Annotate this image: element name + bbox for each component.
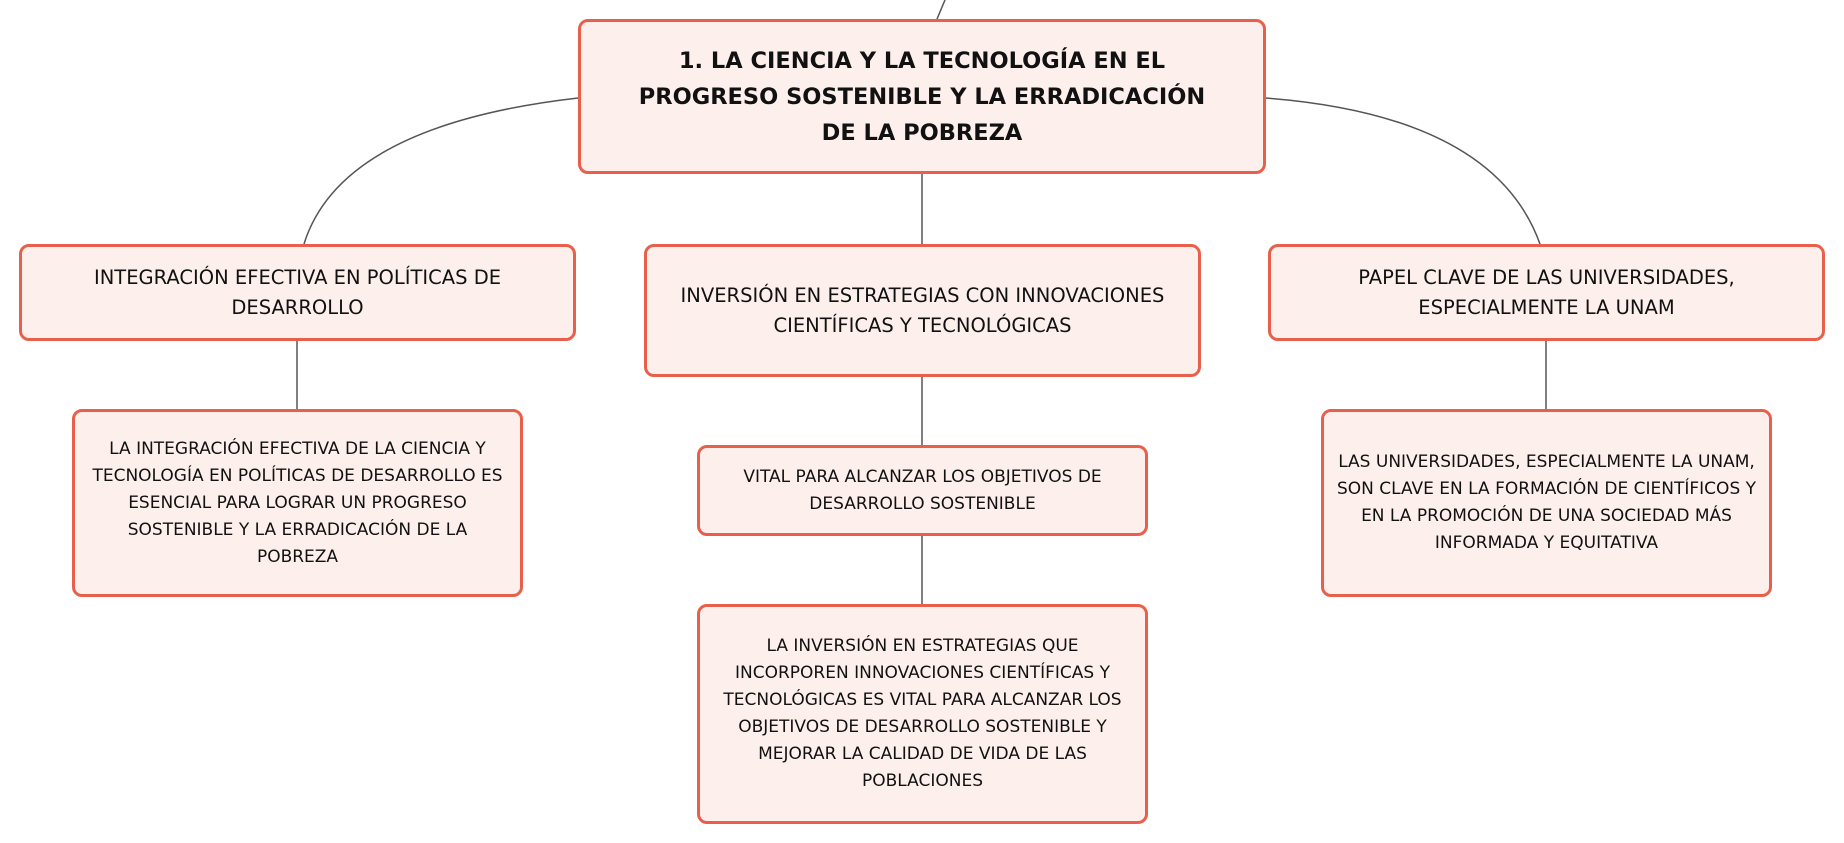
detail-text: VITAL PARA ALCANZAR LOS OBJETIVOS DE DESARROLLO SOSTENIBLE [743,466,1102,514]
detail-text: LA INTEGRACIÓN EFECTIVA DE LA CIENCIA Y TECNOLOGÍA EN POLÍTICAS DE DESARROLLO ES ESENCIAL PARA LOGRAR UN PROGRESO SOSTENIBLE Y LA ERRADICACIÓN DE LA POBREZA [92,438,503,567]
detail-text: LAS UNIVERSIDADES, ESPECIALMENTE LA UNAM, SON CLAVE EN LA FORMACIÓN DE CIENTÍFICOS Y EN LA PROMOCIÓN DE UNA SOCIEDAD MÁS INFORMADA Y EQUITATIVA [1336,452,1757,553]
subtopic-text: INTEGRACIÓN EFECTIVA EN POLÍTICAS DE DESARROLLO [93,265,502,319]
detail-node-vital[interactable] [697,445,1148,536]
connector-root-to-left [304,98,578,244]
detail-text: LA INVERSIÓN EN ESTRATEGIAS QUE INCORPOREN INNOVACIONES CIENTÍFICAS Y TECNOLÓGICAS ES VITAL PARA ALCANZAR LOS OBJETIVOS DE DESARROLLO SOSTENIBLE Y MEJORAR LA CALIDAD DE VIDA DE LAS POBLACIONES [723,636,1122,791]
subtopic-node-integracion[interactable] [19,244,576,341]
detail-node-universidades[interactable] [1321,409,1772,597]
subtopic-node-universidades[interactable] [1268,244,1825,341]
root-topic-node[interactable] [578,19,1266,174]
detail-node-inversion[interactable] [697,604,1148,824]
connector-root-to-right [1266,98,1540,244]
connector-root-to-parent [937,0,945,19]
subtopic-text: INVERSIÓN EN ESTRATEGIAS CON INNOVACIONES CIENTÍFICAS Y TECNOLÓGICAS [680,283,1165,337]
subtopic-text: PAPEL CLAVE DE LAS UNIVERSIDADES, ESPECIALMENTE LA UNAM [1358,265,1735,319]
root-topic-text: 1. LA CIENCIA Y LA TECNOLOGÍA EN EL PROGRESO SOSTENIBLE Y LA ERRADICACIÓN DE LA POBREZA [638,47,1206,146]
detail-node-integracion[interactable] [72,409,523,597]
subtopic-node-inversion[interactable] [644,244,1201,377]
